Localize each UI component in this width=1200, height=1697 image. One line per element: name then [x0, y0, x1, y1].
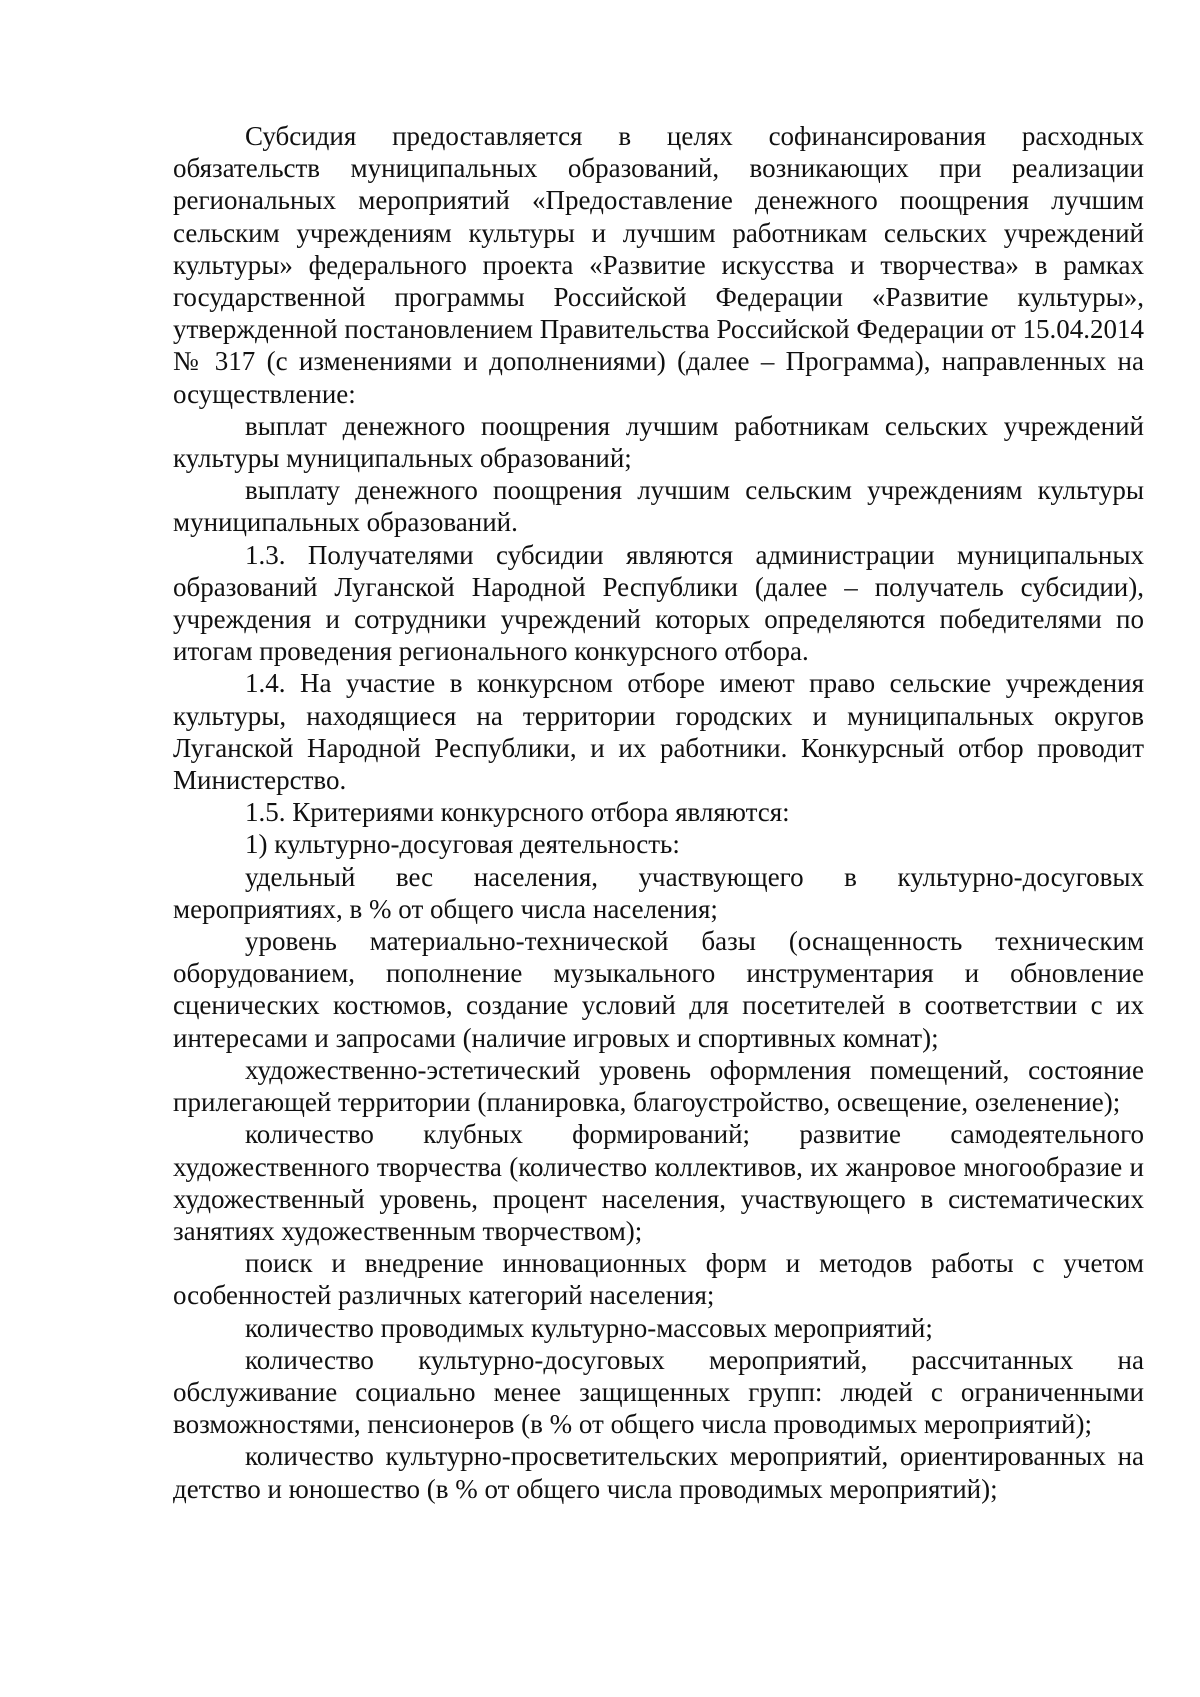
paragraph-criterion-mass-events: количество проводимых культурно-массовых мероприятий;	[245, 1312, 933, 1343]
paragraph-criterion-youth-events: количество культурно-просветительских мероприятий, ориентированных на детство и юношество (в % от общего числа проводимых мероприятий);	[173, 1441, 1144, 1504]
paragraph-criterion-material-base: уровень материально-технической базы (оснащенность техническим оборудованием, пополнение музыкального инструментария и обновление сценических костюмов, создание условий для посетителей в соответствии с их интересами и запросами (наличие игровых и спортивных комнат);	[173, 926, 1144, 1053]
paragraph-1-5-criteria: 1.5. Критериями конкурсного отбора являются:	[245, 797, 790, 828]
paragraph-subsidy-purpose: Субсидия предоставляется в целях софинансирования расходных обязательств муниципальных образований, возникающих при реализации региональных мероприятий «Предоставление денежного поощрения лучшим сельским учреждениям культуры и лучшим работникам сельских учреждений культуры» федерального проекта «Развитие искусства и творчества» в рамках государственной программы Российской Федерации «Развитие культуры», утвержденной постановлением Правительства Российской Федерации от 15.04.2014 № 317 (с изменениями и дополнениями) (далее – Программа), направленных на осуществление:	[173, 121, 1144, 409]
paragraph-payments-workers: выплат денежного поощрения лучшим работникам сельских учреждений культуры муниципальных образований;	[173, 410, 1144, 474]
paragraph-criterion-1: 1) культурно-досуговая деятельность:	[245, 829, 680, 860]
document-page	[173, 120, 1144, 1505]
paragraph-1-4-participants: 1.4. На участие в конкурсном отборе имеют право сельские учреждения культуры, находящиеся на территории городских и муниципальных округов Луганской Народной Республики, и их работники. Конкурсный отбор проводит Министерство.	[173, 668, 1144, 796]
paragraph-1-3-recipients: 1.3. Получателями субсидии являются администрации муниципальных образований Луганской Народной Республики (далее – получатель субсидии), учреждения и сотрудники учреждений которых определяются победителями по итогам проведения регионального конкурсного отбора.	[173, 539, 1144, 667]
paragraph-payments-institutions: выплату денежного поощрения лучшим сельским учреждениям культуры муниципальных образований.	[173, 475, 1144, 538]
paragraph-criterion-population-share: удельный вес населения, участвующего в культурно-досуговых мероприятиях, в % от общего числа населения;	[173, 861, 1144, 924]
paragraph-criterion-innovation: поиск и внедрение инновационных форм и методов работы с учетом особенностей различных категорий населения;	[173, 1248, 1144, 1311]
paragraph-criterion-aesthetics: художественно-эстетический уровень оформления помещений, состояние прилегающей территории (планировка, благоустройство, освещение, озеленение);	[173, 1054, 1144, 1118]
paragraph-criterion-club-formations: количество клубных формирований; развитие самодеятельного художественного творчества (количество коллективов, их жанровое многообразие и художественный уровень, процент населения, участвующего в систематических занятиях художественным творчеством);	[173, 1119, 1144, 1246]
paragraph-criterion-social-groups: количество культурно-досуговых мероприятий, рассчитанных на обслуживание социально менее защищенных групп: людей с ограниченными возможностями, пенсионеров (в % от общего числа проводимых мероприятий);	[173, 1344, 1144, 1440]
